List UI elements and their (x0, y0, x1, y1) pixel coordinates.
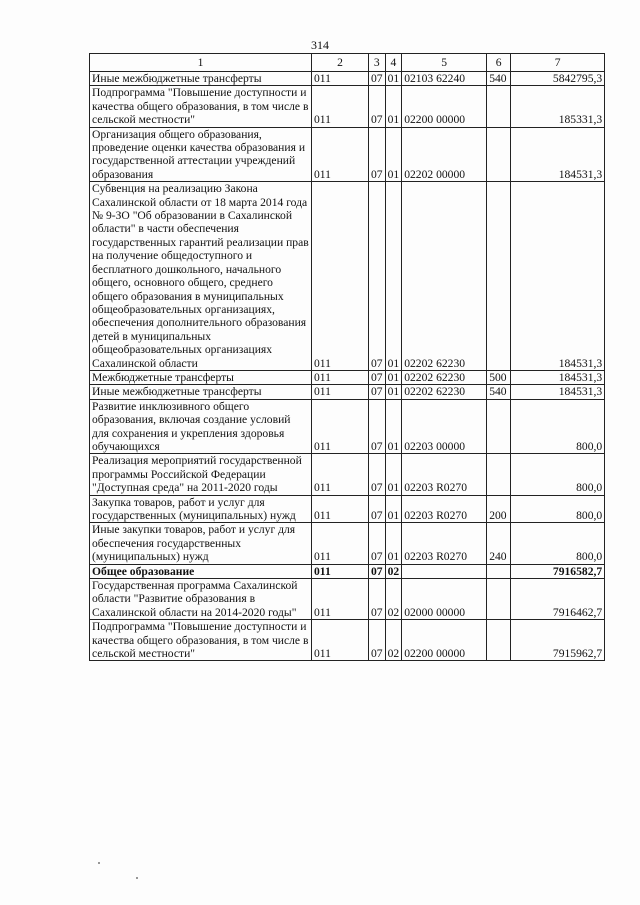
target-article-code: 02203 R0270 (402, 495, 487, 523)
scan-speck (98, 862, 100, 864)
row-name: Иные закупки товаров, работ и услуг для обеспечения государственных (муниципальных) нужд (90, 523, 312, 564)
subsection-code: 01 (385, 370, 402, 384)
row-name: Подпрограмма "Повышение доступности и качества общего образования, в том числе в сельской местности" (90, 86, 312, 127)
row-name: Государственная программа Сахалинской области "Развитие образования в Сахалинской области на 2014-2020 годы" (90, 579, 312, 620)
expense-type-code (487, 86, 511, 127)
section-code: 07 (369, 579, 386, 620)
section-code: 07 (369, 620, 386, 661)
subsection-code: 01 (385, 523, 402, 564)
amount: 7916582,7 (511, 564, 605, 578)
target-article-code: 02200 00000 (402, 620, 487, 661)
row-name: Подпрограмма "Повышение доступности и качества общего образования, в том числе в сельской местности" (90, 620, 312, 661)
table-row (90, 182, 605, 371)
subsection-code: 01 (385, 495, 402, 523)
scan-speck (136, 877, 138, 879)
budget-table (89, 53, 605, 661)
expense-type-code: 540 (487, 385, 511, 399)
target-article-code: 02000 00000 (402, 579, 487, 620)
amount: 7915962,7 (511, 620, 605, 661)
section-code: 07 (369, 495, 386, 523)
amount: 800,0 (511, 399, 605, 454)
section-code: 07 (369, 399, 386, 454)
table-row (90, 564, 605, 578)
section-code: 07 (369, 564, 386, 578)
row-name: Иные межбюджетные трансферты (90, 72, 312, 86)
row-name: Субвенция на реализацию Закона Сахалинской области от 18 марта 2014 года № 9-ЗО "Об образовании в Сахалинской области" в части обеспечения государственных гарантий реализации прав на получение общедоступного и бесплатного дошкольного, начального общего, основного общего, среднего общего образования в муниципальных общеобразовательных организациях, обеспечения дополнительного образования детей в муниципальных общеобразовательных организациях Сахалинской области (90, 182, 312, 371)
amount: 185331,3 (511, 86, 605, 127)
subsection-code: 02 (385, 620, 402, 661)
expense-type-code (487, 399, 511, 454)
admin-code: 011 (312, 579, 369, 620)
amount: 7916462,7 (511, 579, 605, 620)
expense-type-code: 500 (487, 370, 511, 384)
row-name: Межбюджетные трансферты (90, 370, 312, 384)
target-article-code: 02202 62230 (402, 182, 487, 371)
amount: 800,0 (511, 523, 605, 564)
target-article-code: 02103 62240 (402, 72, 487, 86)
row-name: Организация общего образования, проведение оценки качества образования и государственной аттестации учреждений образования (90, 127, 312, 182)
target-article-code: 02203 R0270 (402, 454, 487, 495)
expense-type-code (487, 182, 511, 371)
column-header: 1 (90, 54, 312, 72)
row-name: Иные межбюджетные трансферты (90, 385, 312, 399)
table-row (90, 454, 605, 495)
section-code: 07 (369, 127, 386, 182)
section-code: 07 (369, 454, 386, 495)
admin-code: 011 (312, 495, 369, 523)
target-article-code: 02203 00000 (402, 399, 487, 454)
expense-type-code: 200 (487, 495, 511, 523)
admin-code: 011 (312, 399, 369, 454)
amount: 184531,3 (511, 127, 605, 182)
column-header: 2 (312, 54, 369, 72)
subsection-code: 01 (385, 127, 402, 182)
table-row (90, 127, 605, 182)
admin-code: 011 (312, 385, 369, 399)
table-row (90, 620, 605, 661)
target-article-code: 02200 00000 (402, 86, 487, 127)
column-header: 6 (487, 54, 511, 72)
admin-code: 011 (312, 523, 369, 564)
expense-type-code (487, 620, 511, 661)
subsection-code: 02 (385, 564, 402, 578)
amount: 184531,3 (511, 182, 605, 371)
subsection-code: 01 (385, 399, 402, 454)
table-row (90, 86, 605, 127)
section-code: 07 (369, 182, 386, 371)
subsection-code: 01 (385, 72, 402, 86)
expense-type-code (487, 564, 511, 578)
section-code: 07 (369, 86, 386, 127)
section-code: 07 (369, 385, 386, 399)
table-row (90, 72, 605, 86)
subsection-code: 01 (385, 454, 402, 495)
column-header: 5 (402, 54, 487, 72)
target-article-code: 02202 62230 (402, 385, 487, 399)
subsection-code: 01 (385, 385, 402, 399)
section-code: 07 (369, 72, 386, 86)
table-row (90, 399, 605, 454)
target-article-code (402, 564, 487, 578)
column-header: 4 (385, 54, 402, 72)
expense-type-code (487, 579, 511, 620)
section-code: 07 (369, 370, 386, 384)
page-number: 314 (311, 38, 329, 52)
amount: 184531,3 (511, 370, 605, 384)
admin-code: 011 (312, 370, 369, 384)
admin-code: 011 (312, 620, 369, 661)
amount: 800,0 (511, 495, 605, 523)
amount: 800,0 (511, 454, 605, 495)
admin-code: 011 (312, 127, 369, 182)
target-article-code: 02202 00000 (402, 127, 487, 182)
admin-code: 011 (312, 454, 369, 495)
table-row (90, 579, 605, 620)
column-number-row (90, 54, 605, 72)
row-name: Общее образование (90, 564, 312, 578)
subsection-code: 01 (385, 182, 402, 371)
column-header: 3 (369, 54, 386, 72)
table-row (90, 495, 605, 523)
amount: 5842795,3 (511, 72, 605, 86)
target-article-code: 02202 62230 (402, 370, 487, 384)
table-row (90, 523, 605, 564)
row-name: Развитие инклюзивного общего образования, включая создание условий для сохранения и укрепления здоровья обучающихся (90, 399, 312, 454)
row-name: Реализация мероприятий государственной программы Российской Федерации "Доступная среда" на 2011-2020 годы (90, 454, 312, 495)
column-header: 7 (511, 54, 605, 72)
admin-code: 011 (312, 182, 369, 371)
row-name: Закупка товаров, работ и услуг для государственных (муниципальных) нужд (90, 495, 312, 523)
section-code: 07 (369, 523, 386, 564)
table-row (90, 370, 605, 384)
subsection-code: 02 (385, 579, 402, 620)
expense-type-code (487, 454, 511, 495)
amount: 184531,3 (511, 385, 605, 399)
target-article-code: 02203 R0270 (402, 523, 487, 564)
expense-type-code: 240 (487, 523, 511, 564)
admin-code: 011 (312, 86, 369, 127)
expense-type-code (487, 127, 511, 182)
admin-code: 011 (312, 72, 369, 86)
expense-type-code: 540 (487, 72, 511, 86)
admin-code: 011 (312, 564, 369, 578)
subsection-code: 01 (385, 86, 402, 127)
table-row (90, 385, 605, 399)
